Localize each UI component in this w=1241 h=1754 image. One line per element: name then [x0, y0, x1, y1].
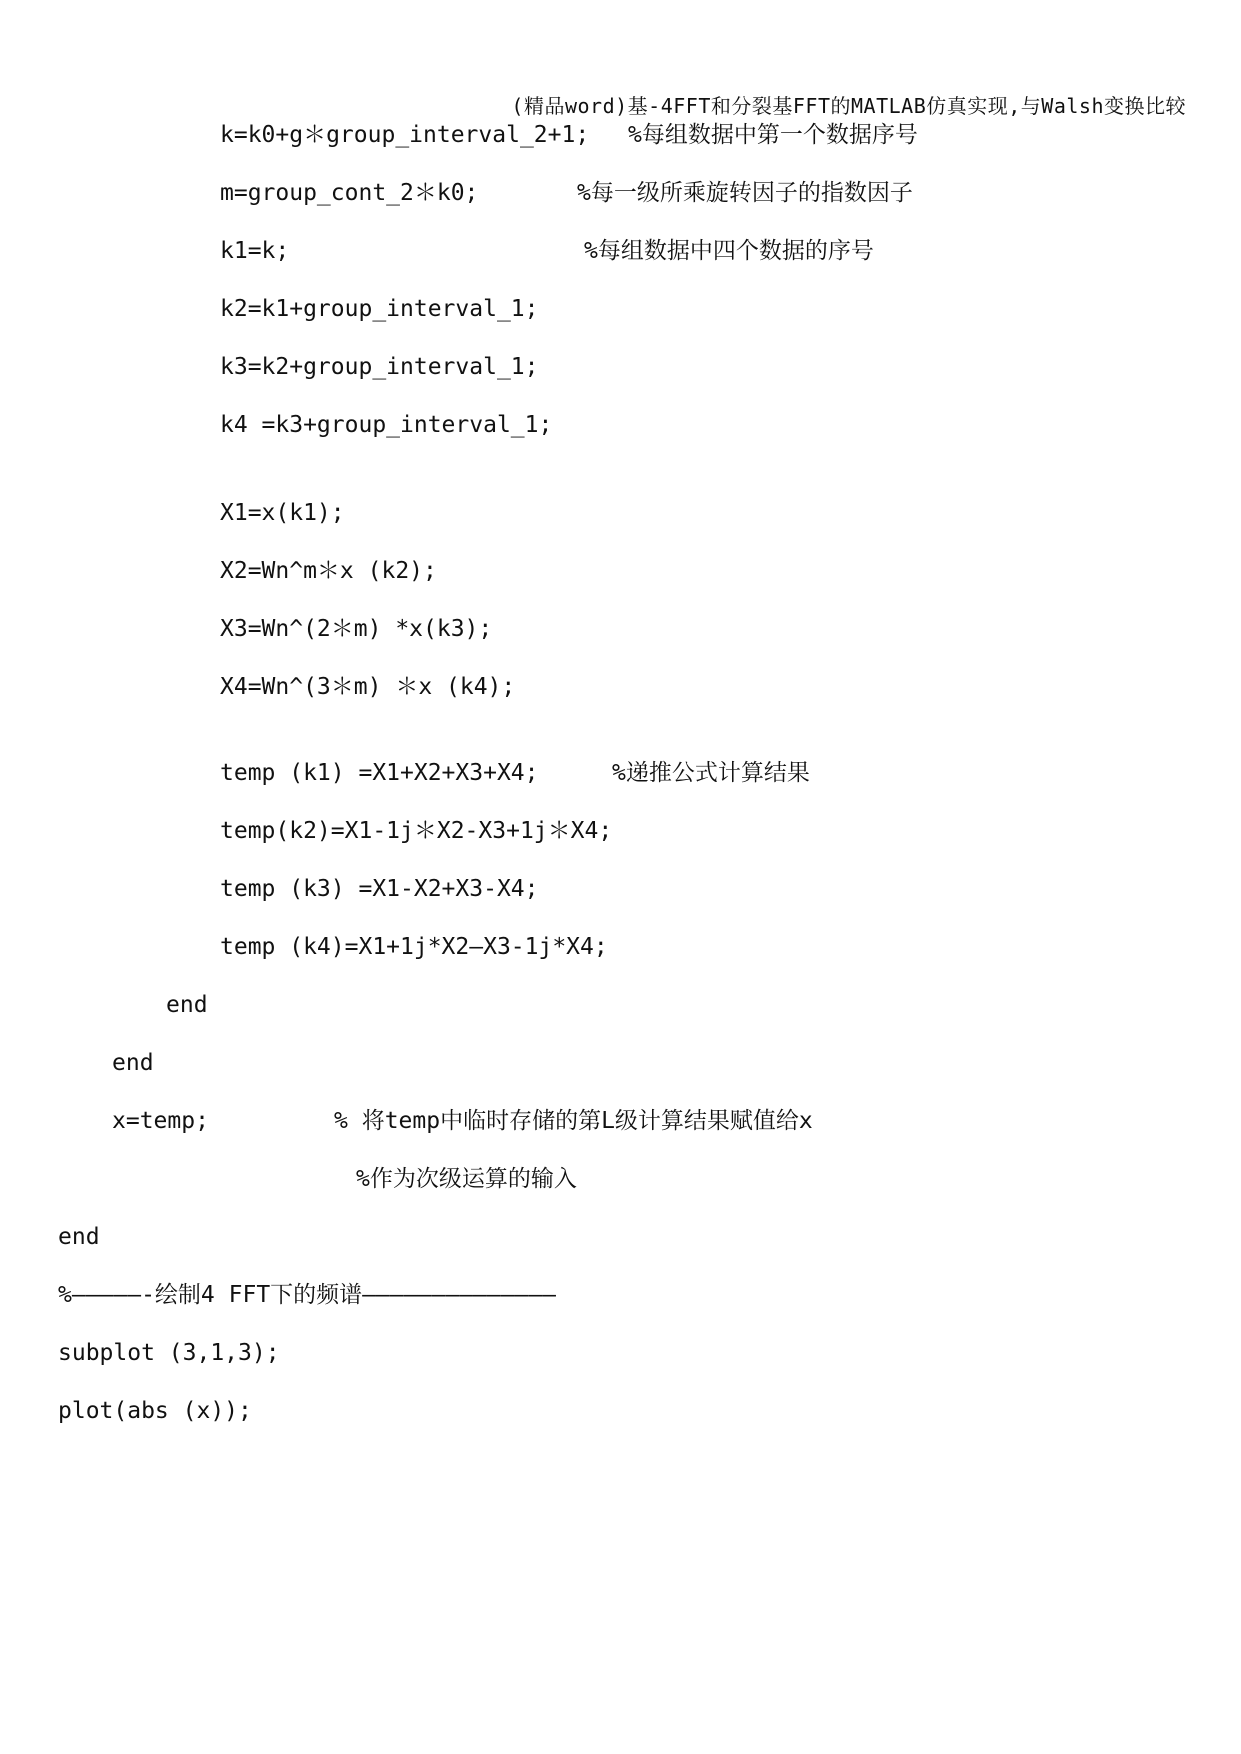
code-line-19: end: [58, 1224, 100, 1250]
code-line-13: temp (k3) =X1-X2+X3-X4;: [220, 876, 539, 902]
code-line-12: temp(k2)=X1-1j＊X2-X3+1j＊X4;: [220, 818, 613, 844]
code-line-17: x=temp;: [112, 1108, 209, 1134]
code-line-16: end: [112, 1050, 154, 1076]
code-comment-1: %每组数据中第一个数据序号: [628, 122, 918, 148]
code-comment-17: % 将temp中临时存储的第L级计算结果赋值给x: [334, 1108, 813, 1134]
code-line-21: subplot (3,1,3);: [58, 1340, 280, 1366]
code-line-20: %—————-绘制4 FFT下的频谱——————————————: [58, 1282, 557, 1308]
code-comment-2: %每一级所乘旋转因子的指数因子: [577, 180, 913, 206]
code-line-5: k3=k2+group_interval_1;: [220, 354, 539, 380]
code-line-4: k2=k1+group_interval_1;: [220, 296, 539, 322]
code-line-2: m=group_cont_2＊k0;: [220, 180, 479, 206]
code-line-3: k1=k;: [220, 238, 290, 264]
code-line-6: k4 =k3+group_interval_1;: [220, 412, 553, 438]
code-line-15: end: [166, 992, 208, 1018]
code-line-8: X2=Wn^m＊x (k2);: [220, 558, 437, 584]
code-line-14: temp (k4)=X1+1j*X2—X3-1j*X4;: [220, 934, 608, 960]
code-line-22: plot(abs (x));: [58, 1398, 252, 1424]
code-line-9: X3=Wn^(2＊m) *x(k3);: [220, 616, 493, 642]
document-header: (精品word)基-4FFT和分裂基FFT的MATLAB仿真实现,与Walsh变换比较: [511, 94, 1186, 118]
code-comment-3: %每组数据中四个数据的序号: [584, 238, 874, 264]
code-line-11: temp (k1) =X1+X2+X3+X4;: [220, 760, 539, 786]
code-comment-18: %作为次级运算的输入: [356, 1166, 577, 1192]
code-line-1: k=k0+g＊group_interval_2+1;: [220, 122, 590, 148]
code-comment-11: %递推公式计算结果: [612, 760, 810, 786]
code-line-7: X1=x(k1);: [220, 500, 345, 526]
code-line-10: X4=Wn^(3＊m) ＊x (k4);: [220, 674, 516, 700]
